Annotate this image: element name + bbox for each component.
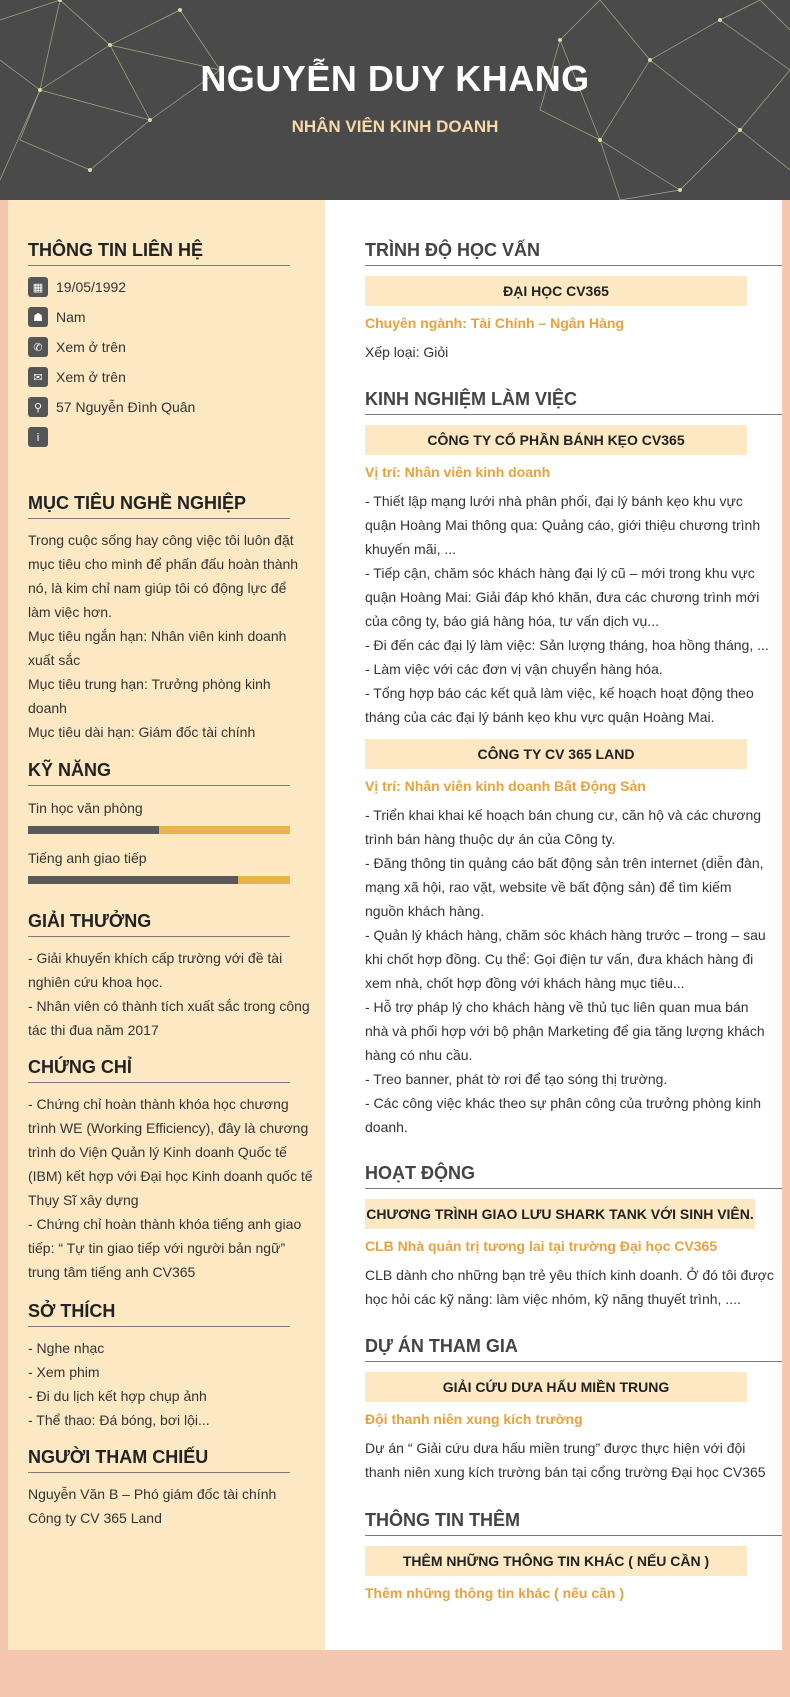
text-line: Mục tiêu trung hạn: Trưởng phòng kinh bbox=[28, 676, 271, 692]
text-line: Công ty CV 365 Land bbox=[28, 1510, 162, 1526]
text-line: xuất sắc bbox=[28, 652, 81, 668]
skills-heading: KỸ NĂNG bbox=[28, 760, 112, 780]
text-line: thanh niên xung kích trường bán tại cổng trường Đại học CV365 bbox=[365, 1464, 766, 1480]
divider bbox=[28, 936, 290, 937]
text-line: - Tiếp cận, chăm sóc khách hàng đại lý cũ – mới trong khu vực bbox=[365, 565, 755, 581]
text-line: khi chốt hợp đồng. Cụ thể: Gọi điện tư vấn, đưa khách hàng đi bbox=[365, 951, 754, 967]
project-team: Đội thanh niên xung kích trường bbox=[365, 1411, 583, 1427]
text-line: tác thi đua năm 2017 bbox=[28, 1022, 159, 1038]
divider bbox=[365, 1188, 782, 1189]
text-line: quận Hoàng Mai: Giải đáp khó khăn, đưa các chương trình mới bbox=[365, 589, 760, 605]
company-band: CÔNG TY CỔ PHẦN BÁNH KẸO CV365 bbox=[365, 425, 747, 455]
job-position: Vị trí: Nhân viên kinh doanh bbox=[365, 464, 551, 480]
text-line: - Nhân viên có thành tích xuất sắc trong công bbox=[28, 998, 310, 1014]
calendar-icon: ▦ bbox=[28, 277, 48, 297]
divider bbox=[28, 518, 290, 519]
text-line: - Nghe nhạc bbox=[28, 1340, 105, 1356]
text-line: - Đăng thông tin quảng cáo bất động sản trên internet (diễn đàn, bbox=[365, 855, 764, 871]
extra-sub: Thêm những thông tin khác ( nếu cần ) bbox=[365, 1585, 625, 1601]
text-line: Mục tiêu ngắn hạn: Nhân viên kinh doanh bbox=[28, 628, 287, 644]
hobbies-text bbox=[28, 1336, 318, 1432]
text-line: trình bán hàng thuộc dự án của Công ty. bbox=[365, 831, 616, 847]
education-major: Chuyên ngành: Tài Chính – Ngân Hàng bbox=[365, 315, 624, 331]
text-line: - Triển khai khai kế hoạch bán chung cư, căn hộ và các chương bbox=[365, 807, 762, 823]
objective-text bbox=[28, 528, 318, 744]
references-text bbox=[28, 1482, 318, 1530]
contact-email: Xem ở trên bbox=[56, 369, 126, 385]
text-line: học hỏi các kỹ năng: làm việc nhóm, kỹ năng thuyết trình, .... bbox=[365, 1291, 741, 1307]
certificates-text bbox=[28, 1092, 323, 1284]
education-grade: Xếp loại: Giỏi bbox=[365, 344, 449, 360]
contact-address: 57 Nguyễn Đình Quân bbox=[56, 399, 196, 415]
text-line: - Giải khuyến khích cấp trường với đề tài bbox=[28, 950, 283, 966]
text-line: xem nhà, chốt hợp đồng với khách hàng mục tiêu... bbox=[365, 975, 685, 991]
school-band: ĐẠI HỌC CV365 bbox=[365, 276, 747, 306]
skill-name: Tiếng anh giao tiếp bbox=[28, 850, 147, 866]
awards-heading: GIẢI THƯỞNG bbox=[28, 911, 152, 931]
contact-birthdate: 19/05/1992 bbox=[56, 279, 127, 295]
divider bbox=[28, 785, 290, 786]
text-line: mục tiêu cho mình để phấn đấu hoàn thành bbox=[28, 556, 299, 572]
text-line: doanh bbox=[28, 700, 67, 716]
activity-org: CLB Nhà quản trị tương lai tại trường Đại học CV365 bbox=[365, 1238, 718, 1254]
skill-bar bbox=[28, 876, 290, 884]
text-line: doanh. bbox=[365, 1119, 408, 1135]
contact-row bbox=[28, 366, 126, 388]
location-icon: ⚲ bbox=[28, 397, 48, 417]
skill-name: Tin học văn phòng bbox=[28, 800, 143, 816]
job-position: Vị trí: Nhân viên kinh doanh Bất Động Sản bbox=[365, 778, 646, 794]
text-line: CLB dành cho những bạn trẻ yêu thích kinh doanh. Ở đó tôi được bbox=[365, 1267, 774, 1283]
contact-row bbox=[28, 426, 56, 448]
text-line: - Chứng chỉ hoàn thành khóa học chương bbox=[28, 1096, 289, 1112]
email-icon: ✉ bbox=[28, 367, 48, 387]
divider bbox=[365, 1535, 782, 1536]
contact-phone: Xem ở trên bbox=[56, 339, 126, 355]
contact-gender: Nam bbox=[56, 309, 86, 325]
text-line: - Treo banner, phát tờ rơi để tạo sóng thị trường. bbox=[365, 1071, 668, 1087]
activity-band: CHƯƠNG TRÌNH GIAO LƯU SHARK TANK VỚI SINH VIÊN. bbox=[365, 1199, 755, 1229]
candidate-name: NGUYỄN DUY KHANG bbox=[200, 58, 590, 99]
project-band: GIẢI CỨU DƯA HẤU MIỀN TRUNG bbox=[365, 1372, 747, 1402]
text-line: - Chứng chỉ hoàn thành khóa tiếng anh giao bbox=[28, 1216, 302, 1232]
text-line: trình do Viện Quản lý Kinh doanh Quốc tế bbox=[28, 1144, 287, 1160]
text-line: Nguyễn Văn B – Phó giám đốc tài chính bbox=[28, 1486, 277, 1502]
projects-heading: DỰ ÁN THAM GIA bbox=[365, 1336, 518, 1356]
text-line: làm việc hơn. bbox=[28, 604, 112, 620]
job-duties bbox=[365, 803, 777, 1139]
job-duties bbox=[365, 489, 777, 729]
skill-bar bbox=[28, 826, 290, 834]
text-line: trung tâm tiếng anh CV365 bbox=[28, 1264, 196, 1280]
text-line: nguồn khách hàng. bbox=[365, 903, 485, 919]
contact-row bbox=[28, 336, 126, 358]
text-line: Mục tiêu dài hạn: Giám đốc tài chính bbox=[28, 724, 256, 740]
text-line: nhà và phối hợp với bộ phận Marketing để gia tăng lượng khách bbox=[365, 1023, 765, 1039]
text-line: hàng có nhu cầu. bbox=[365, 1047, 473, 1063]
text-line: - Thể thao: Đá bóng, bơi lội... bbox=[28, 1412, 210, 1428]
divider bbox=[28, 1326, 290, 1327]
text-line: Trong cuộc sống hay công việc tôi luôn đặt bbox=[28, 532, 294, 548]
activities-heading: HOẠT ĐỘNG bbox=[365, 1163, 475, 1183]
text-line: - Hỗ trợ pháp lý cho khách hàng về thủ tục liên quan mua bán bbox=[365, 999, 749, 1015]
text-line: nó, là kim chỉ nam giúp tôi có động lực để bbox=[28, 580, 287, 596]
text-line: tháng của các đại lý bánh kẹo khu vực quận Hoàng Mai. bbox=[365, 709, 715, 725]
text-line: quận Hoàng Mai thông qua: Quảng cáo, giới thiệu chương trình bbox=[365, 517, 761, 533]
text-line: - Các công việc khác theo sự phân công của trưởng phòng kinh bbox=[365, 1095, 762, 1111]
text-line: trình WE (Working Efficiency), đây là chương bbox=[28, 1120, 309, 1136]
text-line: - Đi đến các đại lý làm việc: Sản lượng tháng, hoa hồng tháng, ... bbox=[365, 637, 769, 653]
info-icon: i bbox=[28, 427, 48, 447]
experience-heading: KINH NGHIỆM LÀM VIỆC bbox=[365, 389, 578, 409]
gender-icon: ☗ bbox=[28, 307, 48, 327]
awards-text bbox=[28, 946, 323, 1042]
text-line: (IBM) kết hợp với Đại học Kinh doanh quốc tế bbox=[28, 1168, 313, 1184]
extra-heading: THÔNG TIN THÊM bbox=[365, 1510, 520, 1530]
divider bbox=[28, 1082, 290, 1083]
project-text bbox=[365, 1436, 777, 1484]
objective-heading: MỤC TIÊU NGHỀ NGHIỆP bbox=[28, 493, 247, 513]
phone-icon: ✆ bbox=[28, 337, 48, 357]
right-column bbox=[325, 200, 782, 1650]
contact-row bbox=[28, 306, 86, 328]
divider bbox=[28, 1472, 290, 1473]
skill-level bbox=[28, 876, 238, 884]
text-line: - Thiết lập mạng lưới nhà phân phối, đại lý bánh kẹo khu vực bbox=[365, 493, 743, 509]
candidate-title: NHÂN VIÊN KINH DOANH bbox=[291, 117, 499, 136]
contact-row bbox=[28, 276, 126, 298]
certificates-heading: CHỨNG CHỈ bbox=[28, 1057, 132, 1077]
text-line: mạng xã hội, rao vặt, website về bất động sản) để tìm kiếm bbox=[365, 879, 732, 895]
text-line: khuyến mãi, ... bbox=[365, 541, 457, 557]
text-line: nghiên cứu khoa học. bbox=[28, 974, 163, 990]
hobbies-heading: SỞ THÍCH bbox=[28, 1301, 116, 1321]
divider bbox=[365, 1361, 782, 1362]
text-line: Thụy Sĩ xây dựng bbox=[28, 1192, 139, 1208]
extra-band: THÊM NHỮNG THÔNG TIN KHÁC ( NẾU CẦN ) bbox=[365, 1546, 747, 1576]
divider bbox=[365, 265, 782, 266]
contact-row bbox=[28, 396, 195, 418]
text-line: của công ty, báo giá hàng hóa, tư vấn dịch vụ... bbox=[365, 613, 659, 629]
company-band: CÔNG TY CV 365 LAND bbox=[365, 739, 747, 769]
network-pattern bbox=[0, 0, 790, 200]
text-line: - Tổng hợp báo các kết quả làm việc, kế hoạch hoạt động theo bbox=[365, 685, 754, 701]
skill-level bbox=[28, 826, 159, 834]
text-line: - Làm việc với các đơn vị vận chuyển hàng hóa. bbox=[365, 661, 663, 677]
divider bbox=[365, 414, 782, 415]
text-line: tiếp: “ Tự tin giao tiếp với người bản ngữ” bbox=[28, 1240, 286, 1256]
cv-header bbox=[0, 0, 790, 200]
left-column bbox=[8, 200, 325, 1650]
text-line: - Xem phim bbox=[28, 1364, 100, 1380]
text-line: - Đi du lịch kết hợp chụp ảnh bbox=[28, 1388, 207, 1404]
text-line: Dự án “ Giải cứu dưa hấu miền trung” được thực hiện với đội bbox=[365, 1440, 746, 1456]
activity-text bbox=[365, 1263, 777, 1311]
references-heading: NGƯỜI THAM CHIẾU bbox=[28, 1447, 209, 1467]
text-line: - Quản lý khách hàng, chăm sóc khách hàng trước – trong – sau bbox=[365, 927, 766, 943]
contact-heading: THÔNG TIN LIÊN HỆ bbox=[28, 240, 203, 260]
education-heading: TRÌNH ĐỘ HỌC VẤN bbox=[365, 240, 540, 260]
divider bbox=[28, 265, 290, 266]
